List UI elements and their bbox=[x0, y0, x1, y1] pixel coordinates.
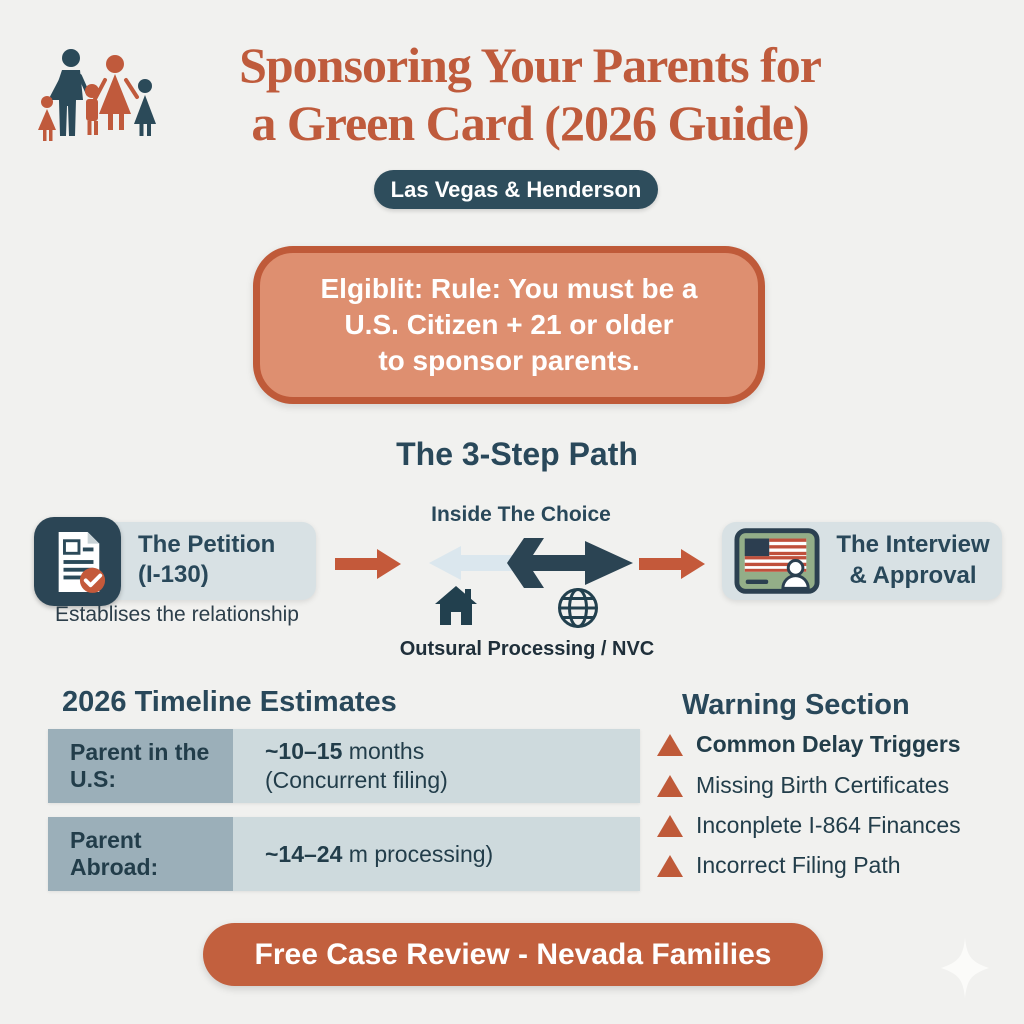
warning-item-text: Missing Birth Certificates bbox=[696, 772, 950, 798]
free-case-review-button[interactable]: Free Case Review - Nevada Families bbox=[203, 923, 823, 986]
page-title bbox=[120, 36, 940, 152]
warning-triangle-icon bbox=[657, 815, 683, 837]
timeline-value-unit: m processing) bbox=[342, 840, 494, 867]
warning-triangle-icon bbox=[657, 734, 683, 756]
timeline-value-range: ~14–24 bbox=[265, 840, 343, 867]
timeline-value-line1 bbox=[265, 840, 640, 869]
warning-item bbox=[657, 772, 949, 799]
right-arrow-icon bbox=[637, 546, 707, 582]
eligibility-line2: U.S. Citizen + 21 or older bbox=[344, 309, 674, 340]
document-check-icon bbox=[49, 528, 107, 596]
globe-icon bbox=[556, 586, 600, 630]
green-card-icon bbox=[734, 527, 820, 595]
step1-caption: Establises the relationship bbox=[55, 603, 299, 626]
step3-title bbox=[828, 529, 998, 591]
timeline-value-line2: (Concurrent filing) bbox=[265, 767, 448, 793]
step3-title-line1: The Interview bbox=[836, 531, 990, 558]
warning-heading: Warning Section bbox=[682, 689, 910, 721]
warning-item bbox=[657, 852, 901, 879]
location-badge: Las Vegas & Henderson bbox=[374, 170, 658, 209]
right-arrow-icon bbox=[333, 546, 403, 582]
timeline-row-parent-abroad bbox=[48, 817, 640, 891]
eligibility-line3: to sponsor parents. bbox=[378, 345, 640, 376]
timeline-row-value bbox=[233, 729, 640, 803]
timeline-value-range: ~10–15 bbox=[265, 738, 343, 764]
warning-item bbox=[657, 731, 961, 758]
step1-title bbox=[138, 530, 275, 590]
step1-title-line1: The Petition bbox=[138, 531, 276, 558]
timeline-row-value bbox=[233, 817, 640, 891]
sparkle-icon bbox=[933, 936, 997, 1000]
warning-item-text: Inconplete I-864 Finances bbox=[696, 812, 961, 838]
eligibility-rule-box bbox=[253, 246, 765, 404]
step3-title-line2: & Approval bbox=[849, 562, 977, 589]
warning-triangle-icon bbox=[657, 855, 683, 877]
step1-icon-tile bbox=[34, 517, 121, 606]
timeline-heading: 2026 Timeline Estimates bbox=[62, 686, 397, 718]
warning-triangle-icon bbox=[657, 775, 683, 797]
eligibility-line1: Elgiblit: Rule: You must be a bbox=[320, 273, 698, 304]
step1-title-line2: (I-130) bbox=[138, 561, 209, 588]
warning-item-text: Incorrect Filing Path bbox=[696, 852, 901, 878]
warning-item bbox=[657, 812, 961, 839]
page-title-line1: Sponsoring Your Parents for bbox=[239, 37, 821, 93]
timeline-row-label: Parent in the U.S: bbox=[48, 729, 233, 803]
timeline-value-unit: months bbox=[342, 738, 425, 764]
timeline-row-parent-in-us bbox=[48, 729, 640, 803]
path-section-heading: The 3-Step Path bbox=[396, 436, 638, 472]
warning-item-text: Common Delay Triggers bbox=[696, 731, 961, 757]
house-icon bbox=[433, 583, 479, 629]
timeline-value-line1 bbox=[265, 737, 640, 766]
timeline-row-label: Parent Abroad: bbox=[48, 817, 233, 891]
page-title-line2: a Green Card (2026 Guide) bbox=[251, 95, 809, 151]
step2-caption: Outsural Processing / NVC bbox=[399, 638, 655, 660]
step2-title: Inside The Choice bbox=[431, 503, 611, 526]
